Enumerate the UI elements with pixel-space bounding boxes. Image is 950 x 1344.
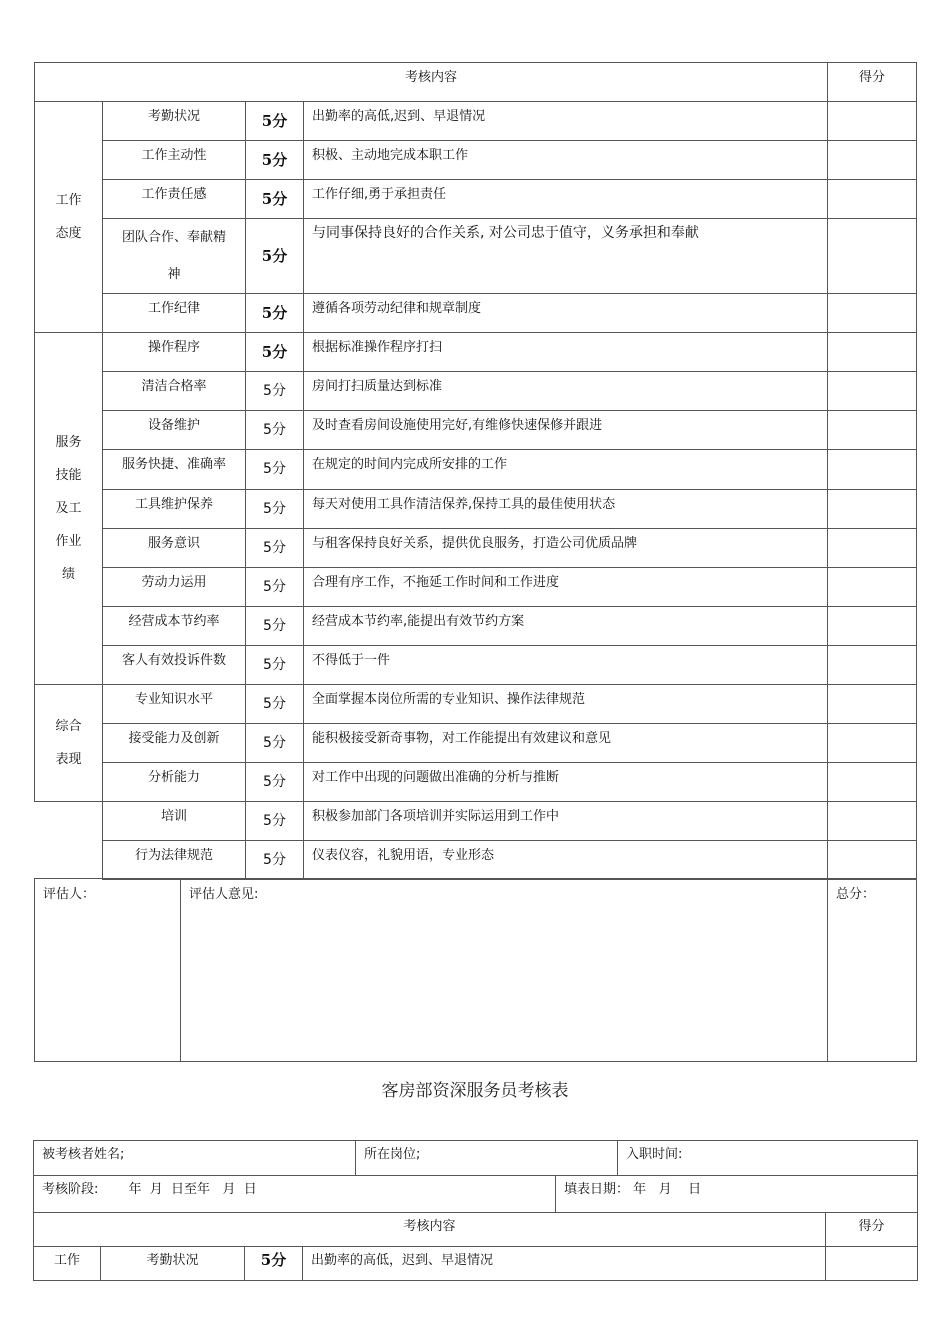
points-cell: 5分 <box>246 450 304 490</box>
position-field[interactable]: 所在岗位; <box>356 1141 618 1176</box>
score-input-cell[interactable] <box>828 490 917 529</box>
score-input-cell[interactable] <box>826 1247 918 1281</box>
score-input-cell[interactable] <box>828 724 917 763</box>
item-cell: 行为法律规范 <box>103 841 246 880</box>
table-row <box>35 141 917 180</box>
points-cell: 5分 <box>246 490 304 529</box>
employee-name-field[interactable]: 被考核者姓名; <box>34 1141 356 1176</box>
points-cell: 5分 <box>246 372 304 411</box>
points-cell: 5分 <box>246 219 304 294</box>
description-cell: 不得低于一件 <box>304 646 828 685</box>
points-cell: 5分 <box>246 841 304 880</box>
description-cell: 积极参加部门各项培训并实际运用到工作中 <box>304 802 828 841</box>
points-cell: 5分 <box>246 141 304 180</box>
table-row <box>35 219 917 294</box>
description-cell: 与租客保持良好关系，提供优良服务，打造公司优质品牌 <box>304 529 828 568</box>
points-cell: 5分 <box>246 411 304 450</box>
points-cell: 5分 <box>246 685 304 724</box>
item-cell: 经营成本节约率 <box>103 607 246 646</box>
points-cell: 5分 <box>246 180 304 219</box>
points-cell: 5分 <box>246 568 304 607</box>
table-row <box>35 411 917 450</box>
score-input-cell[interactable] <box>828 102 917 141</box>
item-cell: 劳动力运用 <box>103 568 246 607</box>
description-cell: 遵循各项劳动纪律和规章制度 <box>304 294 828 333</box>
table-row <box>35 294 917 333</box>
score-input-cell[interactable] <box>828 529 917 568</box>
category-cell: 工作 <box>34 1247 101 1281</box>
table-row <box>35 180 917 219</box>
score-input-cell[interactable] <box>828 568 917 607</box>
item-cell: 考勤状况 <box>103 102 246 141</box>
points-cell: 5分 <box>246 102 304 141</box>
evaluation-section <box>34 878 917 1062</box>
description-cell: 出勤率的高低，迟到、早退情况 <box>303 1247 826 1281</box>
content-header-2: 考核内容 <box>34 1213 826 1247</box>
form-title: 客房部资深服务员考核表 <box>381 1081 569 1101</box>
description-cell: 出勤率的高低,迟到、早退情况 <box>304 102 828 141</box>
points-cell: 5分 <box>246 529 304 568</box>
score-input-cell[interactable] <box>828 802 917 841</box>
score-input-cell[interactable] <box>828 294 917 333</box>
item-cell: 服务意识 <box>103 529 246 568</box>
hire-date-field[interactable]: 入职时间: <box>618 1141 918 1176</box>
score-input-cell[interactable] <box>828 411 917 450</box>
fill-date-field[interactable] <box>556 1176 918 1213</box>
description-cell: 经营成本节约率,能提出有效节约方案 <box>304 607 828 646</box>
description-cell: 每天对使用工具作清洁保养,保持工具的最佳使用状态 <box>304 490 828 529</box>
table-row <box>35 333 917 372</box>
table-row <box>35 763 917 802</box>
score-header-2: 得分 <box>826 1213 918 1247</box>
description-cell: 能积极接受新奇事物，对工作能提出有效建议和意见 <box>304 724 828 763</box>
description-cell: 在规定的时间内完成所安排的工作 <box>304 450 828 490</box>
table-row <box>35 568 917 607</box>
total-score-field[interactable]: 总分： <box>828 879 917 1062</box>
item-cell: 团队合作、奉献精 神 <box>103 219 246 294</box>
item-cell: 分析能力 <box>103 763 246 802</box>
table-row <box>35 802 917 841</box>
points-cell: 5分 <box>246 763 304 802</box>
table-row <box>35 450 917 490</box>
item-cell: 工作主动性 <box>103 141 246 180</box>
points-cell: 5分 <box>246 294 304 333</box>
description-cell: 根据标准操作程序打扫 <box>304 333 828 372</box>
table-row <box>35 529 917 568</box>
score-input-cell[interactable] <box>828 841 917 880</box>
score-input-cell[interactable] <box>828 763 917 802</box>
description-cell: 对工作中出现的问题做出准确的分析与推断 <box>304 763 828 802</box>
table-header-row <box>35 63 917 102</box>
table-row <box>35 372 917 411</box>
score-input-cell[interactable] <box>828 450 917 490</box>
score-input-cell[interactable] <box>828 607 917 646</box>
score-input-cell[interactable] <box>828 646 917 685</box>
table-row <box>35 841 917 880</box>
assessment-period-field[interactable] <box>34 1176 556 1213</box>
item-cell: 工作责任感 <box>103 180 246 219</box>
description-cell: 仪表仪容，礼貌用语，专业形态 <box>304 841 828 880</box>
points-cell: 5分 <box>246 646 304 685</box>
item-cell: 工具维护保养 <box>103 490 246 529</box>
category-cell <box>35 802 103 880</box>
category-cell: 综合 表现 <box>35 685 103 802</box>
item-cell: 工作纪律 <box>103 294 246 333</box>
item-cell: 培训 <box>103 802 246 841</box>
table-row <box>35 724 917 763</box>
points-cell: 5分 <box>246 607 304 646</box>
description-cell: 全面掌握本岗位所需的专业知识、操作法律规范 <box>304 685 828 724</box>
description-cell: 合理有序工作，不拖延工作时间和工作进度 <box>304 568 828 607</box>
item-cell: 操作程序 <box>103 333 246 372</box>
content-header: 考核内容 <box>35 63 828 102</box>
description-cell: 工作仔细,勇于承担责任 <box>304 180 828 219</box>
item-cell: 专业知识水平 <box>103 685 246 724</box>
senior-staff-form <box>33 1140 918 1281</box>
table-row <box>35 102 917 141</box>
score-input-cell[interactable] <box>828 141 917 180</box>
category-cell: 服务 技能 及工 作业 绩 <box>35 333 103 685</box>
points-cell: 5分 <box>246 802 304 841</box>
opinion-field[interactable]: 评估人意见: <box>181 879 828 1062</box>
evaluator-field[interactable]: 评估人： <box>35 879 181 1062</box>
points-cell: 5分 <box>246 333 304 372</box>
description-cell: 及时查看房间设施使用完好,有维修快速保修并跟进 <box>304 411 828 450</box>
score-input-cell[interactable] <box>828 219 917 294</box>
period-label: 考核阶段: <box>42 1182 99 1197</box>
description-cell: 与同事保持良好的合作关系, 对公司忠于值守，义务承担和奉献 <box>304 219 828 294</box>
points-cell: 5分 <box>245 1247 303 1281</box>
score-input-cell[interactable] <box>828 685 917 724</box>
score-input-cell[interactable] <box>828 333 917 372</box>
score-header: 得分 <box>828 63 917 102</box>
fill-date-value: 年 月 日 <box>633 1182 702 1197</box>
table-row <box>35 685 917 724</box>
item-cell: 考勤状况 <box>101 1247 245 1281</box>
assessment-table <box>34 62 917 880</box>
item-cell: 客人有效投诉件数 <box>103 646 246 685</box>
score-input-cell[interactable] <box>828 180 917 219</box>
category-cell: 工作 态度 <box>35 102 103 333</box>
item-cell: 服务快捷、准确率 <box>103 450 246 490</box>
description-cell: 房间打扫质量达到标准 <box>304 372 828 411</box>
item-cell: 清洁合格率 <box>103 372 246 411</box>
fill-date-label: 填表日期： <box>564 1182 630 1197</box>
table-row <box>35 607 917 646</box>
item-cell: 接受能力及创新 <box>103 724 246 763</box>
description-cell: 积极、主动地完成本职工作 <box>304 141 828 180</box>
period-value: 年 月 日至年 月 日 <box>128 1182 257 1197</box>
table-row <box>35 646 917 685</box>
points-cell: 5分 <box>246 724 304 763</box>
score-input-cell[interactable] <box>828 372 917 411</box>
item-cell: 设备维护 <box>103 411 246 450</box>
table-row <box>35 490 917 529</box>
